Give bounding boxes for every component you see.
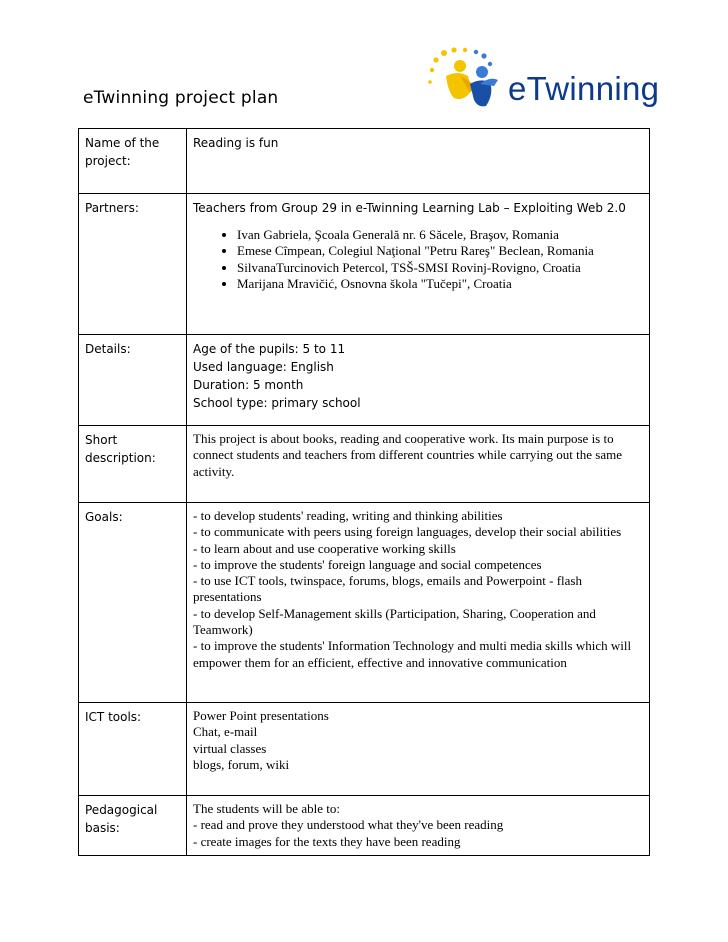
details-line: Duration: 5 month bbox=[193, 378, 304, 392]
row-label: Details: bbox=[79, 335, 187, 426]
list-item: • Marijana Mravičić, Osnovna škola "Tučepi", Croatia bbox=[237, 276, 643, 292]
details-cell bbox=[187, 335, 650, 426]
ict-tools-cell bbox=[187, 703, 650, 796]
table-row bbox=[79, 503, 650, 703]
ict-line: virtual classes bbox=[193, 740, 267, 756]
table-row bbox=[79, 335, 650, 426]
row-label: ICT tools: bbox=[79, 703, 187, 796]
details-line: Used language: English bbox=[193, 360, 334, 374]
table-row bbox=[79, 426, 650, 503]
ict-line: Chat, e-mail bbox=[193, 724, 258, 740]
project-name-value: Reading is fun bbox=[187, 129, 650, 194]
partners-cell bbox=[187, 194, 650, 335]
partners-intro: Teachers from Group 29 in e-Twinning Learning Lab – Exploiting Web 2.0 bbox=[193, 201, 626, 215]
row-label: Goals: bbox=[79, 503, 187, 703]
goal-line: - to learn about and use cooperative working skills bbox=[193, 540, 456, 556]
table-row bbox=[79, 129, 650, 194]
row-label: Pedagogical basis: bbox=[79, 796, 187, 856]
row-label: Short description: bbox=[79, 426, 187, 503]
list-item: • SilvanaTurcinovich Petercol, TSŠ-SMSI Rovinj-Rovigno, Croatia bbox=[237, 260, 643, 276]
goal-line: - to develop students' reading, writing and thinking abilities bbox=[193, 508, 503, 523]
table-row bbox=[79, 703, 650, 796]
list-item: • Emese Cîmpean, Colegiul Naţional "Petru Rareş" Beclean, Romania bbox=[237, 243, 643, 259]
goal-line: - to improve the students' foreign language and social competences bbox=[193, 556, 542, 572]
details-line: Age of the pupils: 5 to 11 bbox=[193, 342, 346, 356]
etwinning-logo bbox=[424, 46, 660, 116]
pedagogical-line: The students will be able to: bbox=[193, 801, 340, 816]
short-description-value: This project is about books, reading and cooperative work. Its main purpose is to connect students and teachers from different countries while carrying out the same activity. bbox=[187, 426, 650, 503]
ict-line: blogs, forum, wiki bbox=[193, 756, 290, 772]
details-line: School type: primary school bbox=[193, 396, 361, 410]
row-label: Partners: bbox=[79, 194, 187, 335]
partners-list bbox=[193, 227, 643, 292]
row-label: Name of the project: bbox=[79, 129, 187, 194]
goals-cell bbox=[187, 503, 650, 703]
project-plan-table bbox=[78, 128, 650, 856]
table-row bbox=[79, 194, 650, 335]
goal-line: - to develop Self-Management skills (Participation, Sharing, Cooperation and Teamwork) bbox=[193, 605, 596, 638]
pedagogical-line: - read and prove they understood what they've been reading bbox=[193, 817, 504, 833]
list-item: • Ivan Gabriela, Şcoala Generală nr. 6 Săcele, Braşov, Romania bbox=[237, 227, 643, 243]
page-title: eTwinning project plan bbox=[83, 88, 279, 108]
ict-line: Power Point presentations bbox=[193, 708, 329, 723]
logo-text: eTwinning bbox=[508, 70, 660, 107]
goal-line: - to use ICT tools, twinspace, forums, blogs, emails and Powerpoint - flash presentations bbox=[193, 573, 582, 605]
goal-line: - to improve the students' Information Technology and multi media skills which will empower them for an efficient, effective and innovative communication bbox=[193, 638, 632, 670]
pedagogical-cell bbox=[187, 796, 650, 856]
table-row bbox=[79, 796, 650, 856]
goal-line: - to communicate with peers using foreign languages, develop their social abilities bbox=[193, 524, 622, 540]
pedagogical-line: - create images for the texts they have been reading bbox=[193, 833, 461, 849]
etwinning-figures-icon bbox=[424, 46, 508, 116]
